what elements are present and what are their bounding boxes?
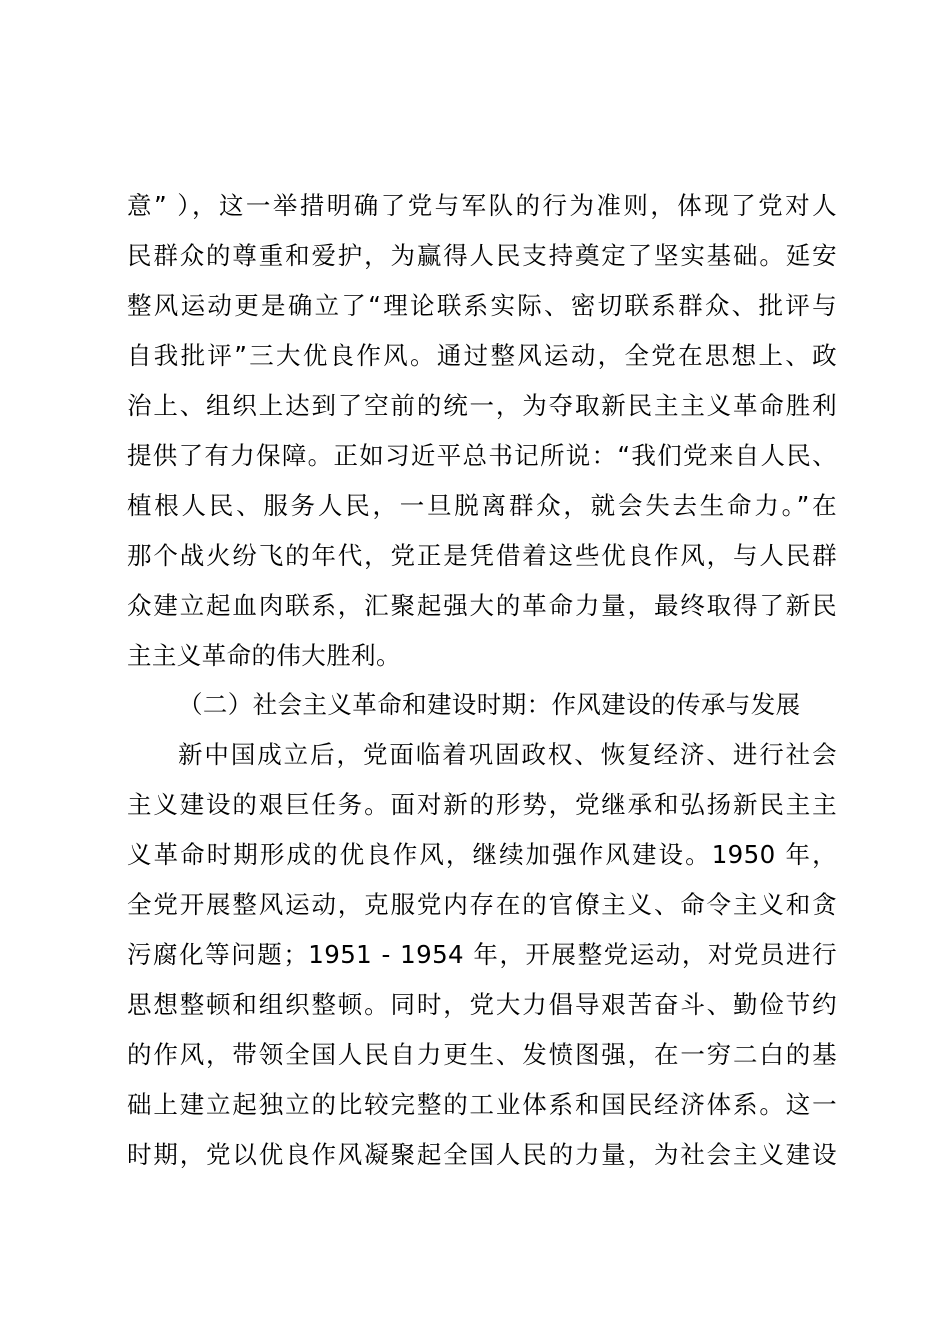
text-line: 础上建立起独立的比较完整的工业体系和国民经济体系。这一 xyxy=(127,1090,837,1119)
section-heading: （二）社会主义革命和建设时期：作风建设的传承与发展 xyxy=(178,690,801,719)
text-line: 新中国成立后，党面临着巩固政权、恢复经济、进行社会 xyxy=(178,740,837,769)
text-line: 时期，党以优良作风凝聚起全国人民的力量，为社会主义建设 xyxy=(127,1140,837,1169)
text-line: 的作风，带领全国人民自力更生、发愤图强，在一穷二白的基 xyxy=(127,1040,837,1069)
text-line: 义革命时期形成的优良作风，继续加强作风建设。1950 年， xyxy=(127,840,837,869)
text-line: 主义建设的艰巨任务。面对新的形势，党继承和弘扬新民主主 xyxy=(127,790,837,819)
text-line: 污腐化等问题；1951 - 1954 年，开展整党运动，对党员进行 xyxy=(127,940,837,969)
text-line: 那个战火纷飞的年代，党正是凭借着这些优良作风，与人民群 xyxy=(127,541,837,570)
text-line: 思想整顿和组织整顿。同时，党大力倡导艰苦奋斗、勤俭节约 xyxy=(127,990,837,1019)
text-line: 全党开展整风运动，克服党内存在的官僚主义、命令主义和贪 xyxy=(127,890,837,919)
text-line: 意” ），这一举措明确了党与军队的行为准则，体现了党对人 xyxy=(127,191,837,220)
text-line: 众建立起血肉联系，汇聚起强大的革命力量，最终取得了新民 xyxy=(127,591,837,620)
text-line: 整风运动更是确立了“理论联系实际、密切联系群众、批评与 xyxy=(127,291,837,320)
text-line: 治上、组织上达到了空前的统一，为夺取新民主主义革命胜利 xyxy=(127,391,837,420)
text-line: 提供了有力保障。正如习近平总书记所说：“我们党来自人民、 xyxy=(127,441,837,470)
text-line: 民群众的尊重和爱护，为赢得人民支持奠定了坚实基础。延安 xyxy=(127,241,837,270)
text-line: 自我批评”三大优良作风。通过整风运动，全党在思想上、政 xyxy=(127,341,837,370)
text-line: 植根人民、服务人民，一旦脱离群众，就会失去生命力。”在 xyxy=(127,491,837,520)
text-line: 主主义革命的伟大胜利。 xyxy=(127,641,401,670)
